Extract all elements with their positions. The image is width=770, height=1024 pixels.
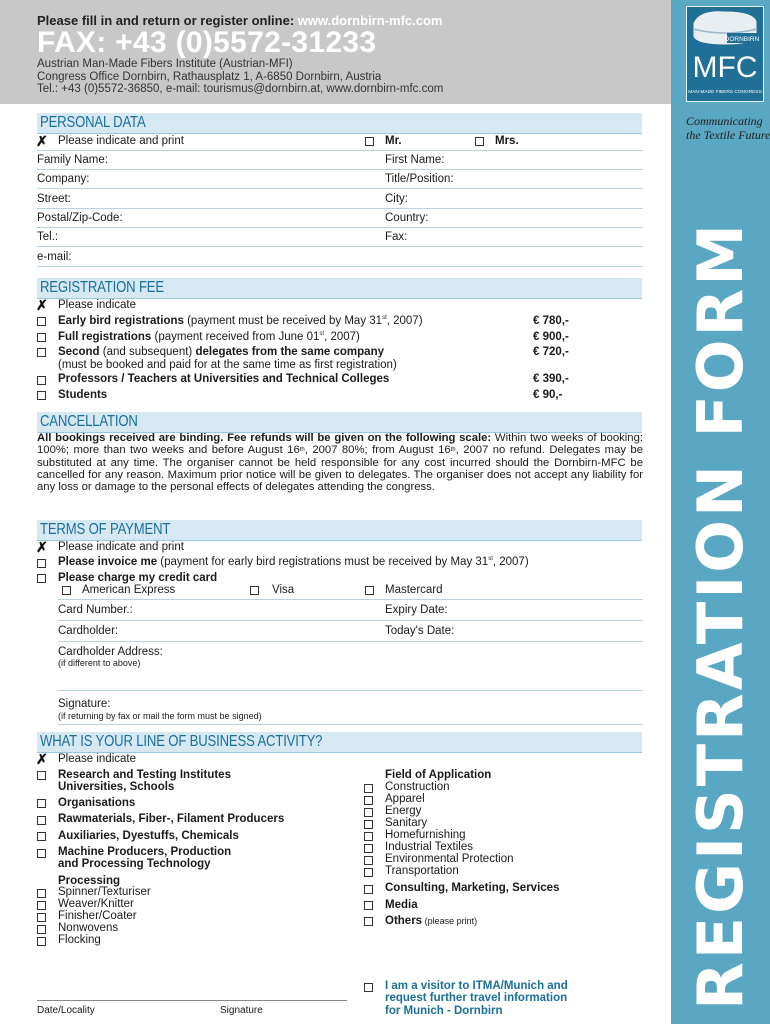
industrial-textiles-checkbox[interactable] — [364, 844, 373, 853]
apparel-label: Apparel — [385, 793, 425, 805]
credit-card-checkbox[interactable] — [37, 574, 46, 583]
machine-producers-label: and Processing Technology — [58, 858, 211, 870]
section-title: REGISTRATION FEE — [40, 279, 164, 296]
flocking-label: Flocking — [58, 934, 101, 946]
address-line: Congress Office Dornbirn, Rathausplatz 1, A-6850 Dornbirn, Austria — [37, 70, 382, 83]
itma-visitor-label: I am a visitor to ITMA/Munich and — [385, 980, 568, 992]
check-mark-icon: ✗ — [36, 539, 48, 555]
early-bird-price: € 780,- — [533, 315, 569, 327]
second-delegate-note: (must be booked and paid for at the same time as first registration) — [58, 359, 397, 371]
consulting-checkbox[interactable] — [364, 885, 373, 894]
header-instruction: Please fill in and return or register online: www.dornbirn-mfc.com — [37, 13, 443, 28]
instruction-text: Please indicate — [58, 299, 136, 311]
environmental-protection-checkbox[interactable] — [364, 856, 373, 865]
nonwovens-checkbox[interactable] — [37, 925, 46, 934]
tagline-line: Communicating — [686, 114, 763, 128]
cancellation-text: All bookings received are binding. Fee refunds will be given on the following scale: Within two weeks of booking: 100%; more than two weeks and before August 16th, 2007 80%; from August 16th, 2007 no refund. Delegates may be substituted at any time. The organiser cannot be held responsible for any cost incurred should the Dornbirn-MFC be cancelled for any reason. Maximum prior notice will be given to delegates. The organiser does not accept any liability for any loss or damage to the personal effects of delegates attending the congress. — [37, 432, 644, 494]
country-field[interactable]: Country: — [385, 212, 429, 224]
machine-producers-checkbox[interactable] — [37, 849, 46, 858]
fax-field[interactable]: Fax: — [385, 231, 408, 243]
second-delegate-checkbox[interactable] — [37, 348, 46, 357]
early-bird-label: Early bird registrations (payment must be received by May 31st, 2007) — [58, 315, 423, 327]
mfc-logo — [686, 6, 764, 102]
check-mark-icon: ✗ — [36, 297, 48, 313]
nonwovens-label: Nonwovens — [58, 922, 119, 934]
signature-field[interactable]: Signature: — [58, 698, 111, 710]
address-note: (if different to above) — [58, 658, 141, 668]
professors-checkbox[interactable] — [37, 376, 46, 385]
todays-date-field[interactable]: Today's Date: — [385, 625, 455, 637]
transportation-label: Transportation — [385, 865, 459, 877]
section-business-activity — [37, 732, 642, 753]
spinner-checkbox[interactable] — [37, 889, 46, 898]
itma-visitor-label: for Munich - Dornbirn — [385, 1005, 503, 1017]
professors-label: Professors / Teachers at Universities and Technical Colleges — [58, 373, 390, 385]
address-line: Austrian Man-Made Fibers Institute (Austrian-MFI) — [37, 58, 293, 70]
processing-heading: Processing — [58, 875, 120, 887]
media-label: Media — [385, 899, 418, 911]
credit-card-label: Please charge my credit card — [58, 572, 218, 584]
construction-label: Construction — [385, 781, 450, 793]
homefurnishing-label: Homefurnishing — [385, 829, 466, 841]
energy-label: Energy — [385, 805, 422, 817]
mastercard-checkbox[interactable] — [365, 586, 374, 595]
logo-sub-text: MAN-MADE FIBERS CONGRESS — [688, 90, 762, 95]
mr-label: Mr. — [385, 135, 402, 147]
section-terms-of-payment — [37, 520, 642, 541]
industrial-textiles-label: Industrial Textiles — [385, 841, 473, 853]
section-registration-fee — [37, 278, 642, 299]
registration-form-title: REGISTRATION FORM — [684, 221, 757, 1010]
energy-checkbox[interactable] — [364, 808, 373, 817]
construction-checkbox[interactable] — [364, 784, 373, 793]
organiser-address — [37, 58, 657, 96]
students-price: € 90,- — [533, 389, 563, 401]
machine-producers-label: Machine Producers, Production — [58, 846, 232, 858]
mrs-label: Mrs. — [495, 135, 519, 147]
section-title: TERMS OF PAYMENT — [40, 521, 171, 538]
mr-checkbox[interactable] — [365, 137, 374, 146]
finisher-checkbox[interactable] — [37, 913, 46, 922]
postal-code-field[interactable]: Postal/Zip-Code: — [37, 212, 123, 224]
full-registration-price: € 900,- — [533, 331, 569, 343]
check-mark-icon: ✗ — [36, 751, 48, 767]
research-label: Universities, Schools — [58, 781, 175, 793]
section-cancellation — [37, 412, 642, 433]
family-name-field[interactable]: Family Name: — [37, 154, 108, 166]
weaver-label: Weaver/Knitter — [58, 898, 134, 910]
company-field[interactable]: Company: — [37, 173, 90, 185]
email-field[interactable]: e-mail: — [37, 251, 72, 263]
section-title: WHAT IS YOUR LINE OF BUSINESS ACTIVITY? — [40, 733, 323, 750]
expiry-date-field[interactable]: Expiry Date: — [385, 604, 448, 616]
mastercard-label: Mastercard — [385, 584, 443, 596]
students-checkbox[interactable] — [37, 391, 46, 400]
signature-note: (if returning by fax or mail the form must be signed) — [58, 711, 262, 721]
first-name-field[interactable]: First Name: — [385, 154, 445, 166]
invoice-label: Please invoice me (payment for early bird registrations must be received by May 31st, 2007) — [58, 556, 529, 568]
tagline — [686, 114, 770, 142]
instruction-text: Please indicate — [58, 753, 136, 765]
section-title: CANCELLATION — [40, 413, 138, 430]
itma-visitor-checkbox[interactable] — [364, 983, 373, 992]
full-registration-checkbox[interactable] — [37, 333, 46, 342]
others-label: Others (please print) — [385, 915, 478, 927]
itma-visitor-label: request further travel information — [385, 992, 568, 1004]
full-registration-label: Full registrations (payment received from June 01st, 2007) — [58, 331, 360, 343]
logo-top-text: DORNBIRN — [724, 36, 760, 43]
organisations-label: Organisations — [58, 797, 136, 809]
others-checkbox[interactable] — [364, 917, 373, 926]
check-mark-icon: ✗ — [36, 133, 48, 149]
rawmaterials-label: Rawmaterials, Fiber-, Filament Producers — [58, 813, 285, 825]
weaver-checkbox[interactable] — [37, 901, 46, 910]
city-field[interactable]: City: — [385, 193, 408, 205]
date-locality-field[interactable]: Date/Locality — [37, 1005, 95, 1016]
auxiliaries-label: Auxiliaries, Dyestuffs, Chemicals — [58, 830, 239, 842]
footer-signature-field[interactable]: Signature — [220, 1005, 263, 1016]
amex-checkbox[interactable] — [62, 586, 71, 595]
fax-number: FAX: +43 (0)5572-31233 — [37, 26, 377, 59]
transportation-checkbox[interactable] — [364, 868, 373, 877]
media-checkbox[interactable] — [364, 901, 373, 910]
tel-field[interactable]: Tel.: — [37, 231, 59, 243]
visa-label: Visa — [272, 584, 295, 596]
research-label: Research and Testing Institutes — [58, 769, 231, 781]
visa-checkbox[interactable] — [250, 586, 259, 595]
tagline-line: the Textile Future — [686, 128, 770, 142]
auxiliaries-checkbox[interactable] — [37, 832, 46, 841]
instruction-text: Please indicate and print — [58, 541, 184, 553]
instruction-text: Please indicate and print — [58, 135, 184, 147]
amex-label: American Express — [82, 584, 176, 596]
students-label: Students — [58, 389, 108, 401]
field-of-application-heading: Field of Application — [385, 769, 492, 781]
invoice-checkbox[interactable] — [37, 559, 46, 568]
header-url[interactable]: www.dornbirn-mfc.com — [297, 13, 443, 28]
title-position-field[interactable]: Title/Position: — [385, 173, 454, 185]
sanitary-checkbox[interactable] — [364, 820, 373, 829]
second-delegate-label: Second (and subsequent) delegates from the same company — [58, 346, 384, 358]
section-personal-data — [37, 113, 642, 134]
section-title: PERSONAL DATA — [40, 114, 146, 131]
second-delegate-price: € 720,- — [533, 346, 569, 358]
finisher-label: Finisher/Coater — [58, 910, 137, 922]
logo-main-text: MFC — [692, 51, 758, 84]
professors-price: € 390,- — [533, 373, 569, 385]
spinner-label: Spinner/Texturiser — [58, 886, 151, 898]
environmental-protection-label: Environmental Protection — [385, 853, 514, 865]
apparel-checkbox[interactable] — [364, 796, 373, 805]
rawmaterials-checkbox[interactable] — [37, 816, 46, 825]
research-checkbox[interactable] — [37, 771, 46, 780]
early-bird-checkbox[interactable] — [37, 317, 46, 326]
organisations-checkbox[interactable] — [37, 799, 46, 808]
sanitary-label: Sanitary — [385, 817, 428, 829]
consulting-label: Consulting, Marketing, Services — [385, 882, 560, 894]
mrs-checkbox[interactable] — [475, 137, 484, 146]
address-line: Tel.: +43 (0)5572-36850, e-mail: tourismus@dornbirn.at, www.dornbirn-mfc.com — [37, 83, 444, 95]
cardholder-address-field[interactable]: Cardholder Address: — [58, 646, 163, 658]
cardholder-field[interactable]: Cardholder: — [58, 625, 119, 637]
street-field[interactable]: Street: — [37, 193, 71, 205]
card-number-field[interactable]: Card Number.: — [58, 604, 133, 616]
homefurnishing-checkbox[interactable] — [364, 832, 373, 841]
flocking-checkbox[interactable] — [37, 937, 46, 946]
